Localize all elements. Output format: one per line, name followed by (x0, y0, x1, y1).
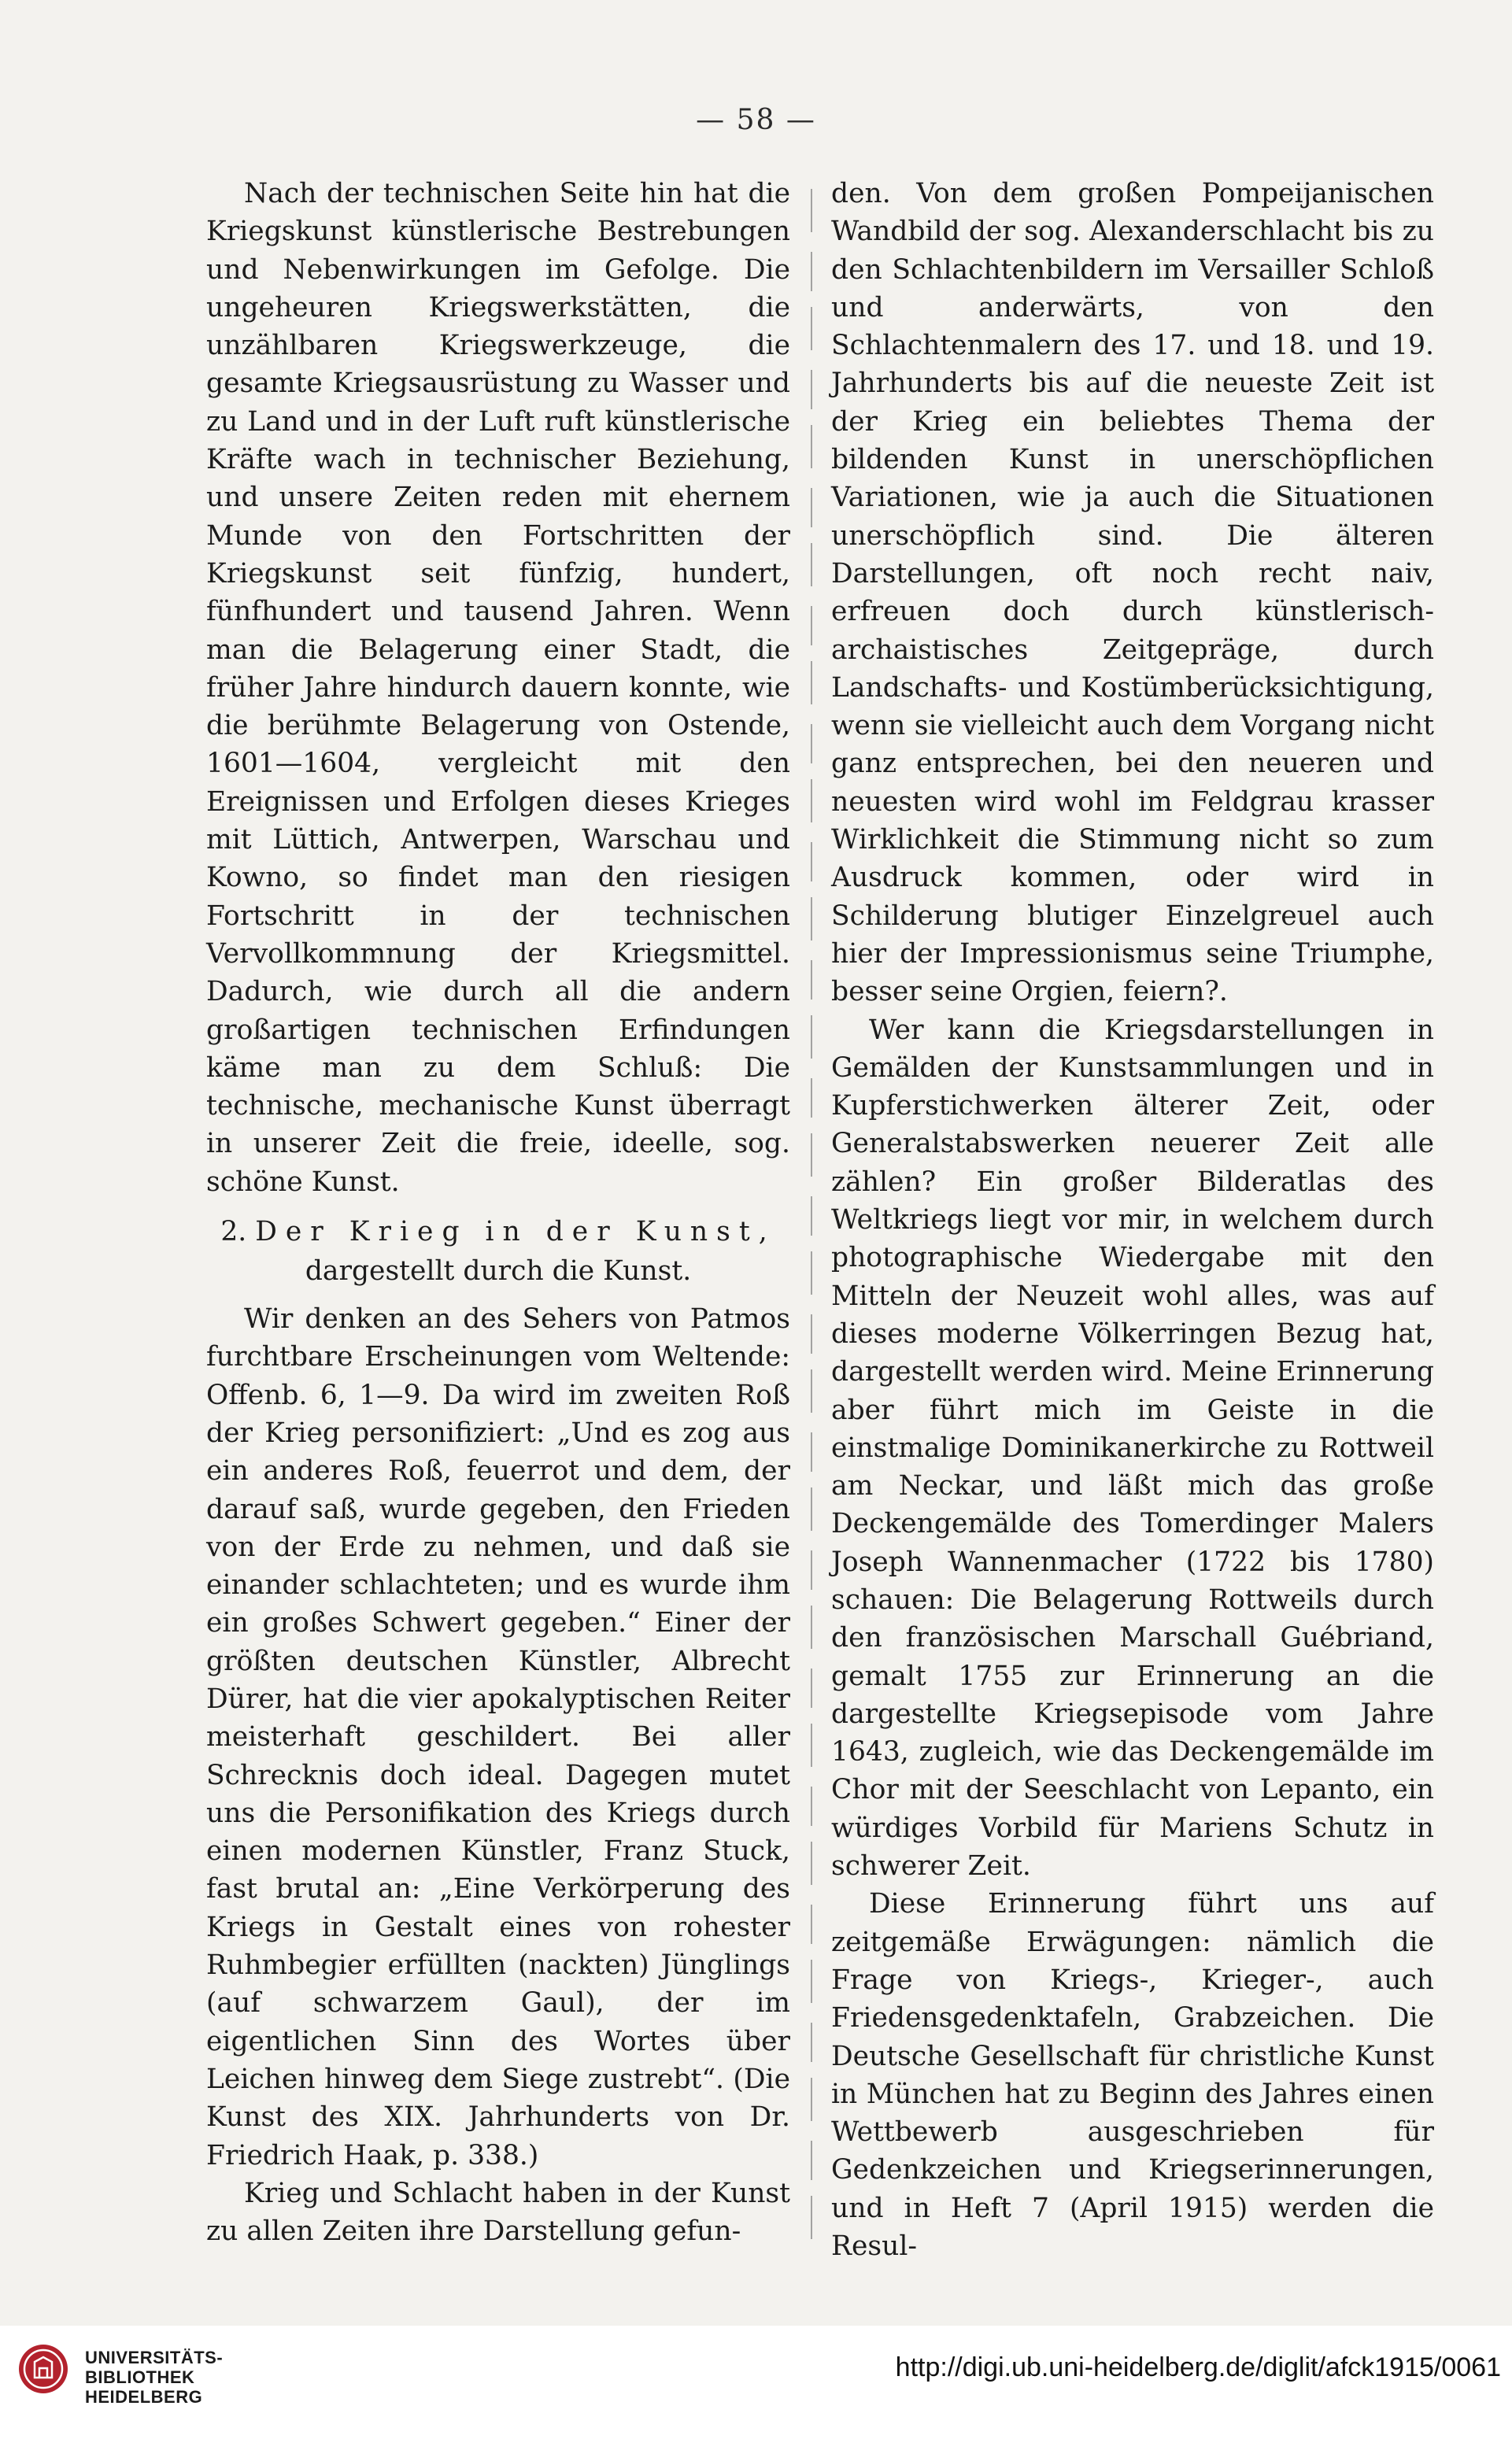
permalink-url[interactable]: http://digi.ub.uni-heidelberg.de/diglit/afck1915/0061 (895, 2352, 1501, 2382)
page-number: — 58 — (696, 104, 816, 136)
section-heading (206, 1212, 790, 1291)
left-paragraph-3: Krieg und Schlacht haben in der Kunst zu allen Zeiten ihre Darstellung gefun- (206, 2177, 790, 2248)
section-heading-number: 2. (220, 1216, 247, 1248)
institution-line-2: BIBLIOTHEK (85, 2367, 195, 2387)
left-column (206, 175, 790, 2250)
institution-line-3: HEIDELBERG (85, 2387, 203, 2407)
right-paragraph-2: Wer kann die Kriegsdarstellungen in Gemälden der Kunstsammlungen und in Kupferstichwerken älterer Zeit, oder Generalstabswerken neuerer Zeit alle zählen? Ein großer Bilderatlas des Weltkriegs liegt vor mir, in welchem durch photographische Wiedergabe mit den Mitteln der Neuzeit wohl alles, was auf dieses moderne Völkerringen Bezug hat, dargestellt werden wird. Meine Erinnerung aber führt mich im Geiste in die einstmalige Dominikanerkirche zu Rottweil am Neckar, und läßt mich das große Deckengemälde des Tomerdinger Malers Joseph Wannenmacher (1722 bis 1780) schauen: Die Belagerung Rottweils durch den französischen Marschall Guébriand, gemalt 1755 zur Erinnerung an die dargestellte Kriegsepisode vom Jahre 1643, zugleich, wie das Deckengemälde im Chor mit der Seeschlacht von Lepanto, ein würdiges Vorbild für Mariens Schutz in schwerer Zeit. (831, 1014, 1434, 1883)
left-paragraph-2: Wir denken an des Sehers von Patmos furchtbare Erscheinungen vom Weltende: Offenb. 6, 1—9. Da wird im zweiten Roß der Krieg personifiziert: „Und es zog aus ein anderes Roß, feuerrot und dem, der darauf saß, wurde gegeben, den Frieden von der Erde zu nehmen, und daß sie einander schlachteten; und es wurde ihm ein großes Schwert gegeben.“ Einer der größten deutschen Künstler, Albrecht Dürer, hat die vier apokalyptischen Reiter meisterhaft geschildert. Bei aller Schrecknis doch ideal. Dagegen mutet uns die Personifikation des Kriegs durch einen modernen Künstler, Franz Stuck, fast brutal an: „Eine Verkörperung des Kriegs in Gestalt eines von rohester Ruhmbegier erfüllten (nackten) Jünglings (auf schwarzem Gaul), der im eigentlichen Sinn des Wortes über Leichen hinweg dem Siege zustrebt“. (Die Kunst des XIX. Jahrhunderts von Dr. Friedrich Haak, p. 338.) (206, 1303, 790, 2171)
section-heading-title: Der Krieg in der Kunst, (255, 1216, 776, 1248)
section-heading-subtitle: dargestellt durch die Kunst. (305, 1255, 692, 1288)
institution-line-1: UNIVERSITÄTS- (85, 2348, 224, 2367)
institution-name (85, 2348, 223, 2407)
library-footer (0, 2326, 1512, 2439)
right-paragraph-1: den. Von dem großen Pompeijanischen Wandbild der sog. Alexanderschlacht bis zu den Schlachtenbildern im Versailler Schloß und anderwärts, von den Schlachtenmalern des 17. und 18. und 19. Jahrhunderts bis auf die neueste Zeit ist der Krieg ein beliebtes Thema der bildenden Kunst in unerschöpflichen Variationen, wie ja auch die Situationen unerschöpflich sind. Die älteren Darstellungen, oft noch recht naiv, erfreuen doch durch künstlerisch-archaistisches Zeitgepräge, durch Landschafts- und Kostümberücksichtigung, wenn sie vielleicht auch dem Vorgang nicht ganz entsprechen, bei den neueren und neuesten wird wohl im Feldgrau krasser Wirklichkeit die Stimmung nicht so zum Ausdruck kommen, oder wird in Schilderung blutiger Einzelgreuel auch hier der Impressionismus seine Triumphe, besser seine Orgien, feiern?. (831, 178, 1434, 1008)
right-column (831, 175, 1434, 2265)
left-paragraph-1: Nach der technischen Seite hin hat die Kriegskunst künstlerische Bestrebungen und Nebenwirkungen im Gefolge. Die ungeheuren Kriegswerkstätten, die unzählbaren Kriegswerkzeuge, die gesamte Kriegsausrüstung zu Wasser und zu Land und in der Luft ruft künstlerische Kräfte wach in technischer Beziehung, und unsere Zeiten reden mit ehernem Munde von den Fortschritten der Kriegskunst seit fünfzig, hundert, fünfhundert und tausend Jahren. Wenn man die Belagerung einer Stadt, die früher Jahre hindurch dauern konnte, wie die berühmte Belagerung von Ostende, 1601—1604, vergleicht mit den Ereignissen und Erfolgen dieses Krieges mit Lüttich, Antwerpen, Warschau und Kowno, so findet man den riesigen Fortschritt in der technischen Vervollkommnung der Kriegsmittel. Dadurch, wie durch all die andern großartigen technischen Erfindungen käme man zu dem Schluß: Die technische, mechanische Kunst überragt in unserer Zeit die freie, ideelle, sog. schöne Kunst. (206, 178, 790, 1198)
university-seal-icon (17, 2343, 69, 2395)
right-paragraph-3: Diese Erinnerung führt uns auf zeitgemäße Erwägungen: nämlich die Frage von Kriegs-, Krieger-, auch Friedensgedenktafeln, Grabzeichen. Die Deutsche Gesellschaft für christliche Kunst in München hat zu Beginn des Jahres einen Wettbewerb ausgeschrieben für Gedenkzeichen und Kriegserinnerungen, und in Heft 7 (April 1915) werden die Resul- (831, 1888, 1434, 2263)
column-divider (811, 189, 812, 2251)
